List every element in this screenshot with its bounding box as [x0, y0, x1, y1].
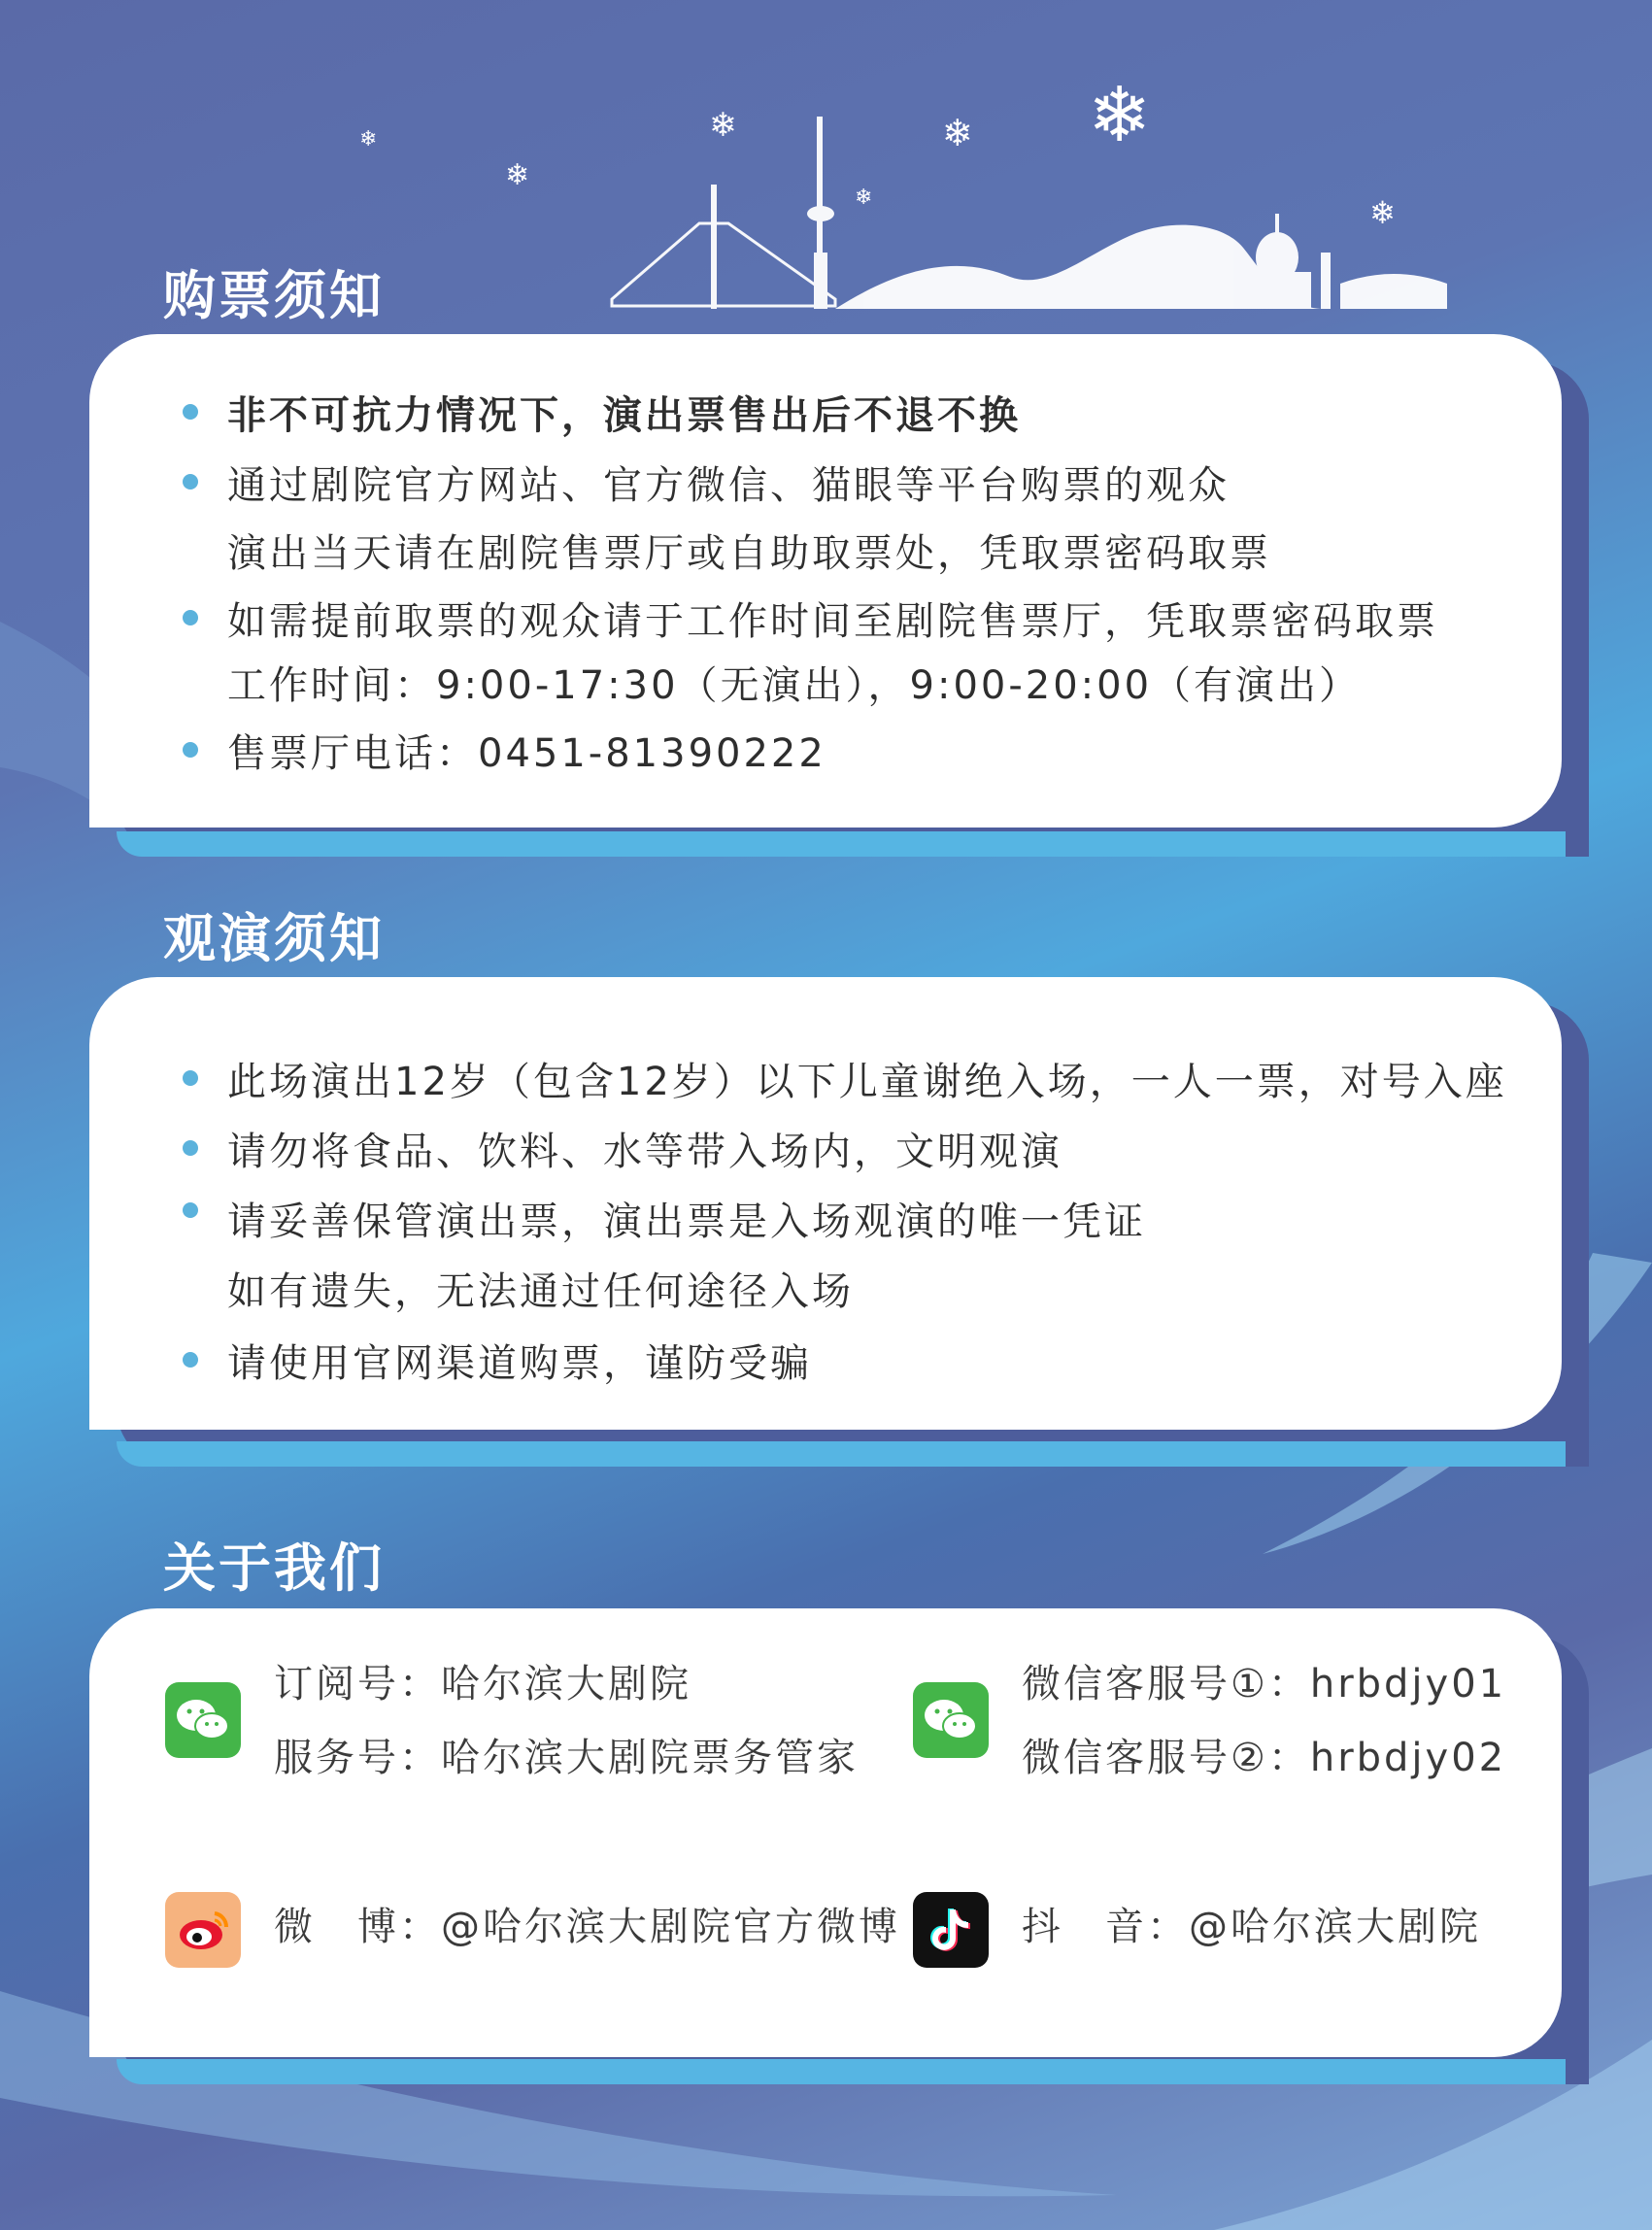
wechat-accounts — [165, 1653, 859, 1801]
ticket-item — [89, 723, 1562, 791]
snowflake-icon: ❄ — [505, 158, 530, 192]
viewing-item-line: 此场演出12岁（包含12岁）以下儿童谢绝入场，一人一票，对号入座 — [227, 1060, 1507, 1104]
bullet-dot — [183, 1070, 198, 1086]
wechat-cs1-text: 微信客服号①：hrbdjy01 — [1022, 1662, 1507, 1706]
bullet-dot — [183, 1352, 198, 1368]
bullet-dot — [183, 1140, 198, 1156]
ticket-item-line: 通过剧院官方网站、官方微信、猫眼等平台购票的观众 — [227, 463, 1230, 508]
ticket-item — [89, 455, 1562, 591]
ticket-item-line: 工作时间：9:00-17:30（无演出），9:00-20:00（有演出） — [227, 663, 1362, 708]
ticket-item — [89, 385, 1562, 455]
ticket-section-title: 购票须知 — [163, 265, 385, 326]
wechat-customer-service — [913, 1653, 1506, 1801]
snowflake-icon: ❄ — [1369, 194, 1396, 231]
snowflake-icon: ❄ — [855, 186, 873, 210]
ticket-item-line: 演出当天请在剧院售票厅或自助取票处，凭取票密码取票 — [227, 531, 1271, 576]
weibo-text: 微 博：@哈尔滨大剧院官方微博 — [274, 1905, 900, 1949]
city-skyline-illustration — [359, 72, 1573, 350]
bullet-dot — [183, 742, 198, 758]
ticket-item-line: 售票厅电话：0451-81390222 — [227, 731, 826, 776]
viewing-item — [89, 1191, 1562, 1333]
viewing-item — [89, 1051, 1562, 1121]
viewing-item-line: 如有遗失，无法通过任何途径入场 — [227, 1269, 854, 1314]
viewing-item — [89, 1121, 1562, 1191]
wechat-icon — [913, 1682, 989, 1758]
weibo-account — [165, 1892, 900, 1970]
viewing-item — [89, 1333, 1562, 1401]
wechat-cs2-text: 微信客服号②：hrbdjy02 — [1022, 1736, 1507, 1780]
snowflake-icon: ❄ — [359, 127, 378, 152]
douyin-text: 抖 音：@哈尔滨大剧院 — [1022, 1905, 1481, 1949]
ticket-item-line: 非不可抗力情况下，演出票售出后不退不换 — [227, 393, 1021, 438]
service-account-text: 服务号：哈尔滨大剧院票务管家 — [274, 1736, 859, 1780]
viewing-section-title: 观演须知 — [163, 908, 385, 969]
bullet-dot — [183, 610, 198, 625]
ticket-notice-card — [89, 334, 1562, 828]
bullet-dot — [183, 404, 198, 420]
viewing-item-line: 请使用官网渠道购票，谨防受骗 — [227, 1341, 812, 1386]
snowflake-icon: ❄ — [709, 106, 737, 145]
bullet-dot — [183, 474, 198, 490]
weibo-icon — [165, 1892, 241, 1968]
douyin-account — [913, 1892, 1481, 1970]
viewing-notice-card — [89, 977, 1562, 1430]
subscription-account-text: 订阅号：哈尔滨大剧院 — [274, 1662, 691, 1706]
bullet-dot — [183, 1202, 198, 1218]
ticket-item-line: 如需提前取票的观众请于工作时间至剧院售票厅，凭取票密码取票 — [227, 599, 1438, 644]
viewing-item-line: 请勿将食品、饮料、水等带入场内，文明观演 — [227, 1130, 1062, 1174]
snowflake-icon: ❄ — [1088, 72, 1152, 159]
about-section-title: 关于我们 — [163, 1537, 385, 1599]
wechat-icon — [165, 1682, 241, 1758]
snowflake-icon: ❄ — [942, 112, 973, 154]
about-card — [89, 1608, 1562, 2057]
viewing-item-line: 请妥善保管演出票，演出票是入场观演的唯一凭证 — [227, 1199, 1146, 1244]
douyin-icon — [913, 1892, 989, 1968]
ticket-item — [89, 591, 1562, 723]
